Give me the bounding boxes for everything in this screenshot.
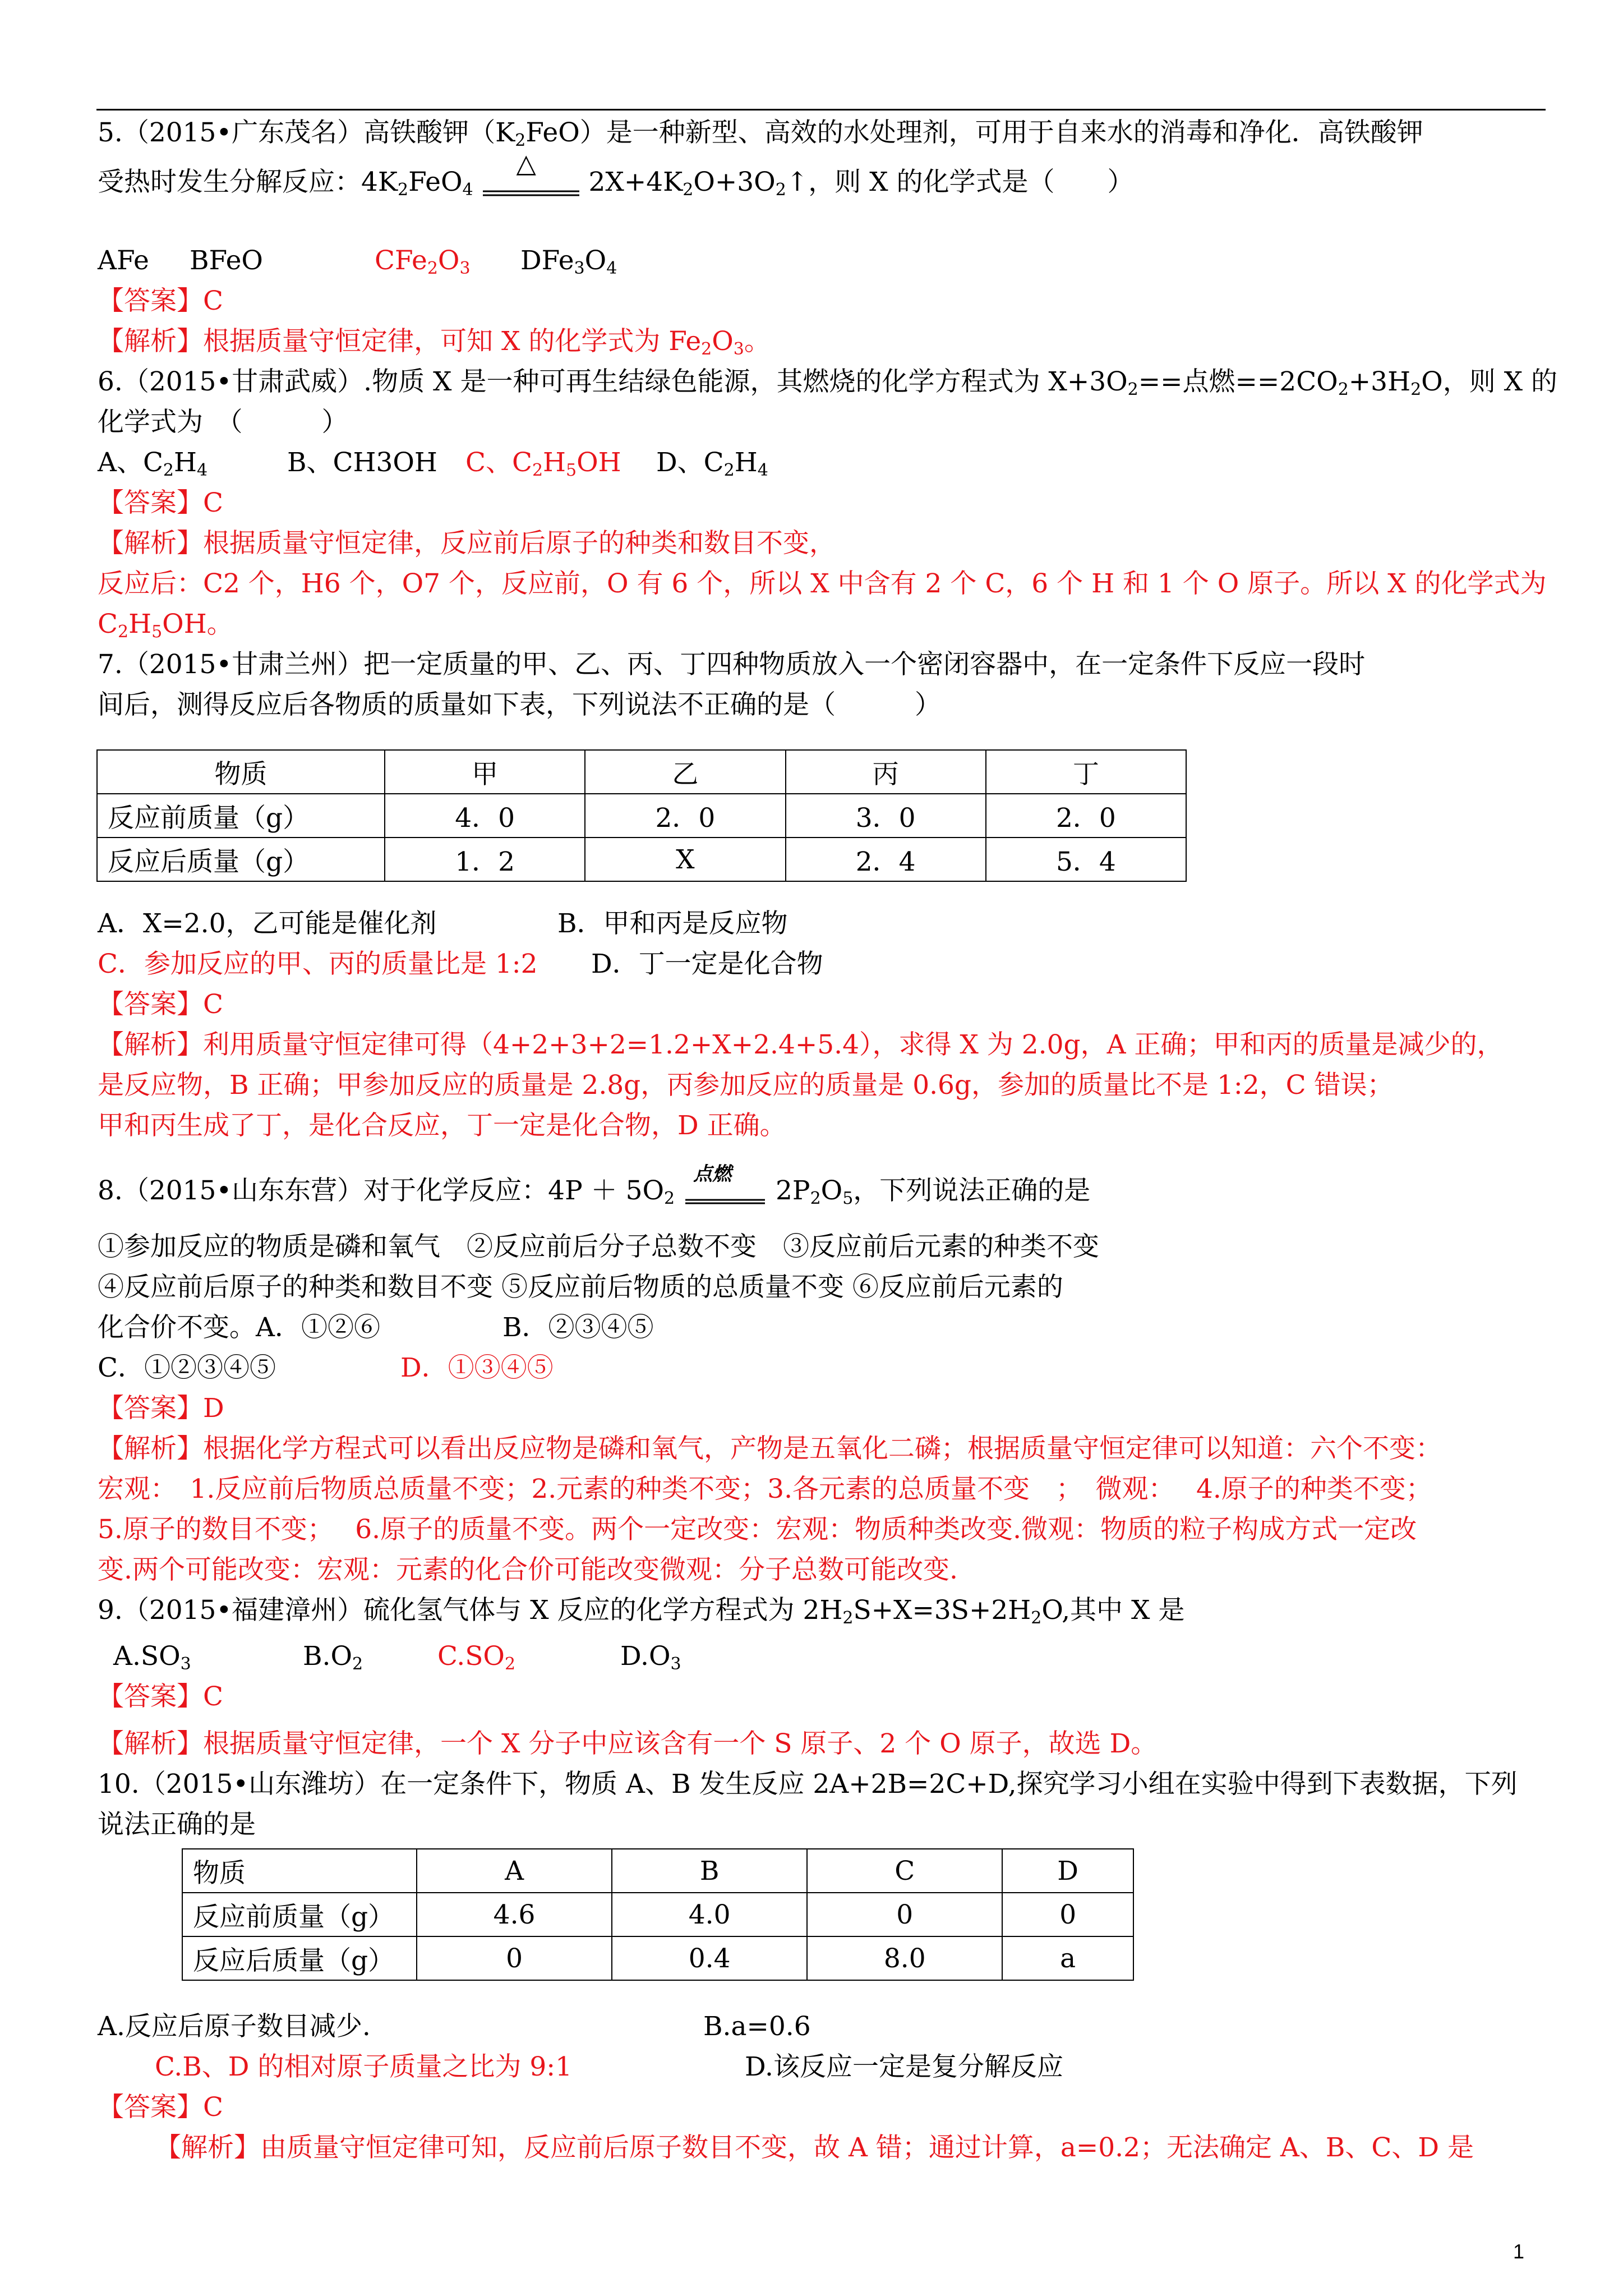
- q8-option-c: C．①②③④⑤: [98, 1352, 276, 1383]
- q5-answer: 【答案】C: [98, 286, 223, 316]
- q7-option-c: C．参加反应的甲、丙的质量比是 1:2: [98, 949, 538, 979]
- q7-answer: 【答案】C: [98, 989, 223, 1020]
- q7-data-table: [96, 749, 1187, 882]
- q7-analysis-line2: 是反应物，B 正确；甲参加反应的质量是 2.8g，丙参加反应的质量是 0.6g，参加的质量比不是 1:2，C 错误；: [98, 1070, 1394, 1101]
- q8-analysis-line1: 【解析】根据化学方程式可以看出反应物是磷和氧气，产物是五氧化二磷；根据质量守恒定律可以知道：六个不变：: [98, 1433, 1442, 1464]
- q8-answer: 【答案】D: [98, 1393, 224, 1424]
- ignition-label: 点燃: [693, 1163, 732, 1185]
- q6-analysis-line3: $C_2H_5OH$。: [98, 609, 233, 642]
- q6-stem-line1: 6.（2015•甘肃武威）.物质 X 是一种可再生结绿色能源，其燃烧的化学方程式为 $X+3O_2==$点燃$==2CO_2+3H_2O$，则 X 的: [98, 366, 1558, 399]
- q6-option-d: D、$C_2H_4$: [656, 447, 768, 480]
- q8-analysis-line3: 5.原子的数目不变； 6.原子的质量不变。两个一定改变：宏观：物质种类改变.微观：物质的粒子构成方式一定改: [98, 1514, 1417, 1545]
- q5-option-d: $DFe_3O_4$: [520, 245, 617, 278]
- q10-analysis: 【解析】由质量守恒定律可知，反应前后原子数目不变，故 A 错；通过计算，a=0.2；无法确定 A、B、C、D 是: [155, 2132, 1474, 2163]
- q8-option-a: 化合价不变。A．①②⑥: [98, 1312, 380, 1343]
- q10-option-c: C.B、D 的相对原子质量之比为 9:1: [155, 2051, 572, 2082]
- q9-analysis: 【解析】根据质量守恒定律，一个 X 分子中应该含有一个 S 原子、2 个 O 原子，故选 D。: [98, 1728, 1158, 1759]
- q9-answer: 【答案】C: [98, 1681, 223, 1712]
- q9-stem: 9.（2015•福建漳州）硫化氢气体与 X 反应的化学方程式为 $2H_2S+X=3S+2H_2O$,其中 X 是: [98, 1595, 1185, 1628]
- heat-triangle-icon: △: [516, 148, 536, 178]
- q5-analysis: 【解析】根据质量守恒定律，可知 X 的化学式为 $Fe_2O_3$。: [98, 326, 771, 359]
- q8-stem-line1: 8.（2015•山东东营）对于化学反应：$4P + 5O_2$ 点燃 $2P_2O_5$，下列说法正确的是: [98, 1174, 1090, 1208]
- q10-option-a: A.反应后原子数目减少.: [98, 2011, 371, 2042]
- q7-stem-line2: 间后，测得反应后各物质的质量如下表，下列说法不正确的是（ ）: [98, 689, 941, 720]
- table-header-row: 物质 A B C D: [182, 1849, 1133, 1893]
- q6-stem-line2: 化学式为 （ ）: [98, 407, 348, 438]
- reaction-condition-arrow: [482, 148, 580, 199]
- q7-analysis-line3: 甲和丙生成了丁，是化合反应，丁一定是化合物，D 正确。: [98, 1110, 786, 1141]
- reaction-condition-arrow: [683, 1163, 767, 1208]
- q6-analysis-line2: 反应后：C2 个，H6 个，O7 个，反应前，O 有 6 个，所以 X 中含有 2 个 C，6 个 H 和 1 个 O 原子。所以 X 的化学式为: [98, 568, 1547, 599]
- q5-option-c: $CFe_2O_3$: [375, 245, 471, 278]
- q6-options: [98, 446, 768, 480]
- q5-stem-line1: 5.（2015•广东茂名）高铁酸钾$(K_2FeO)$是一种新型、高效的水处理剂，可用于自来水的消毒和净化．高铁酸钾: [98, 117, 1423, 150]
- q9-option-c: $C.SO_2$: [437, 1641, 516, 1674]
- q6-option-b: B、CH3OH: [287, 447, 437, 478]
- q9-option-a: $A.SO_3$: [113, 1641, 191, 1674]
- q8-option-d: D．①③④⑤: [400, 1352, 554, 1383]
- page-number: 1: [1513, 2240, 1524, 2263]
- q7-option-b: B．甲和丙是反应物: [557, 908, 788, 939]
- q8-analysis-line4: 变.两个可能改变：宏观：元素的化合价可能改变微观：分子总数可能改变.: [98, 1554, 958, 1585]
- q9-options: [113, 1640, 681, 1673]
- q8-options-ab: [98, 1311, 654, 1345]
- q10-answer: 【答案】C: [98, 2092, 223, 2123]
- q10-stem-line2: 说法正确的是: [98, 1809, 256, 1840]
- table-row: 反应前质量（g） 4．0 2．0 3．0 2．0: [97, 794, 1186, 838]
- q7-analysis-line1: 【解析】利用质量守恒定律可得（4+2+3+2=1.2+X+2.4+5.4），求得 X 为 2.0g，A 正确；甲和丙的质量是减少的，: [98, 1029, 1504, 1060]
- q5-options: [98, 244, 617, 278]
- table-row: 反应后质量（g） 0 0.4 8.0 a: [182, 1936, 1133, 1980]
- q8-analysis-line2: 宏观： 1.反应前后物质总质量不变；2.元素的种类不变；3.各元素的总质量不变 ； 微观： 4.原子的种类不变；: [98, 1474, 1432, 1504]
- q6-answer: 【答案】C: [98, 487, 223, 518]
- q10-option-d: D.该反应一定是复分解反应: [745, 2051, 1063, 2082]
- q5-option-b: BFeO: [190, 245, 263, 276]
- q7-option-a: A．X=2.0，乙可能是催化剂: [98, 908, 437, 939]
- q10-option-b: B.a=0.6: [703, 2011, 811, 2042]
- top-rule: [96, 109, 1546, 111]
- q7-stem-line1: 7.（2015•甘肃兰州）把一定质量的甲、乙、丙、丁四种物质放入一个密闭容器中，在一定条件下反应一段时: [98, 649, 1366, 680]
- q8-options-cd: [98, 1351, 554, 1385]
- q5-stem-line2: 受热时发生分解反应：$4K_2FeO_4$ △ $2X+4K_2O+3O_2↑$，则 X 的化学式是（ ）: [98, 165, 1134, 199]
- q8-statements-line1: ①参加反应的物质是磷和氧气 ②反应前后分子总数不变 ③反应前后元素的种类不变: [98, 1231, 1099, 1262]
- q9-option-b: $B.O_2$: [303, 1641, 363, 1674]
- q6-analysis-line1: 【解析】根据质量守恒定律，反应前后原子的种类和数目不变，: [98, 528, 836, 559]
- q10-stem-line1: 10.（2015•山东潍坊）在一定条件下，物质 A、B 发生反应 2A+2B=2C+D,探究学习小组在实验中得到下表数据，下列: [98, 1769, 1518, 1800]
- q9-option-d: $D.O_3$: [620, 1641, 681, 1674]
- table-header-row: 物质 甲 乙 丙 丁: [97, 750, 1186, 794]
- q7-options-cd: [98, 947, 823, 981]
- q6-option-a: A、$C_2H_4$: [98, 447, 208, 480]
- table-row: 反应后质量（g） 1．2 X 2．4 5．4: [97, 838, 1186, 881]
- q5-option-a: AFe: [98, 245, 149, 276]
- q10-options-ab: [98, 2010, 811, 2044]
- q7-option-d: D．丁一定是化合物: [591, 949, 823, 979]
- table-row: 反应前质量（g） 4.6 4.0 0 0: [182, 1893, 1133, 1936]
- q6-option-c: C、$C_2H_5OH$: [465, 447, 621, 480]
- q7-options-ab: [98, 907, 788, 941]
- q10-options-cd: [155, 2050, 1063, 2084]
- q8-option-b: B．②③④⑤: [502, 1312, 654, 1343]
- q10-data-table: [182, 1848, 1134, 1981]
- q8-statements-line2: ④反应前后原子的种类和数目不变 ⑤反应前后物质的总质量不变 ⑥反应前后元素的: [98, 1272, 1063, 1303]
